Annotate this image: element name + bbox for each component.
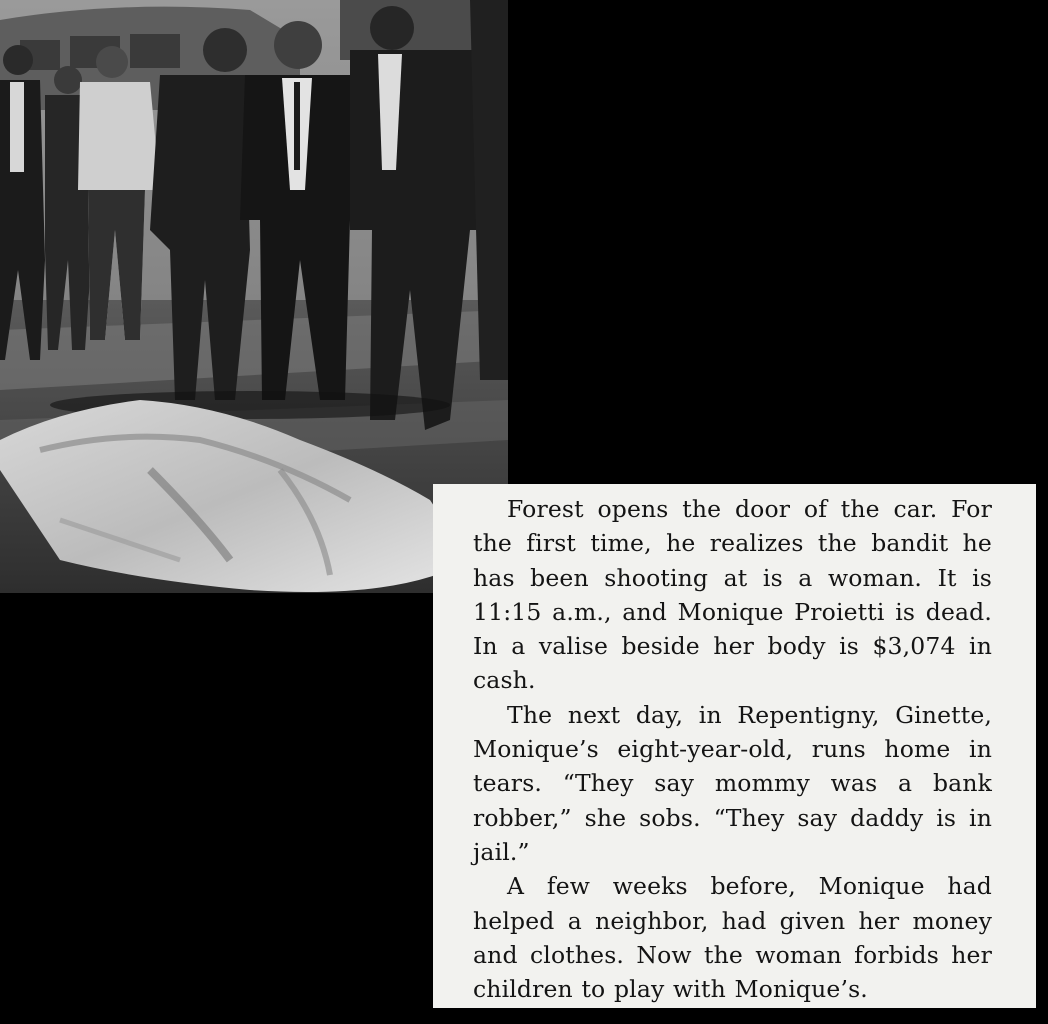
article-text-box <box>433 484 1036 1008</box>
news-photo-illustration <box>0 0 508 593</box>
article-paragraph-3: A few weeks before, Monique had helped a neighbor, had given her money and clothes. Now the woman forbids her children to play with Monique’s. <box>473 872 992 1004</box>
article-paragraph-2: The next day, in Repentigny, Ginette, Monique’s eight-year-old, runs home in tears. “They say mommy was a bank robber,” she sobs. “They say daddy is in jail.” <box>473 700 992 866</box>
article-paragraph-1: Forest opens the door of the car. For the first time, he realizes the bandit he has been shooting at is a woman. It is 11:15 a.m., and Monique Proietti is dead. In a valise beside her body is $3,074 in cash. <box>473 495 992 695</box>
news-photo <box>0 0 508 593</box>
